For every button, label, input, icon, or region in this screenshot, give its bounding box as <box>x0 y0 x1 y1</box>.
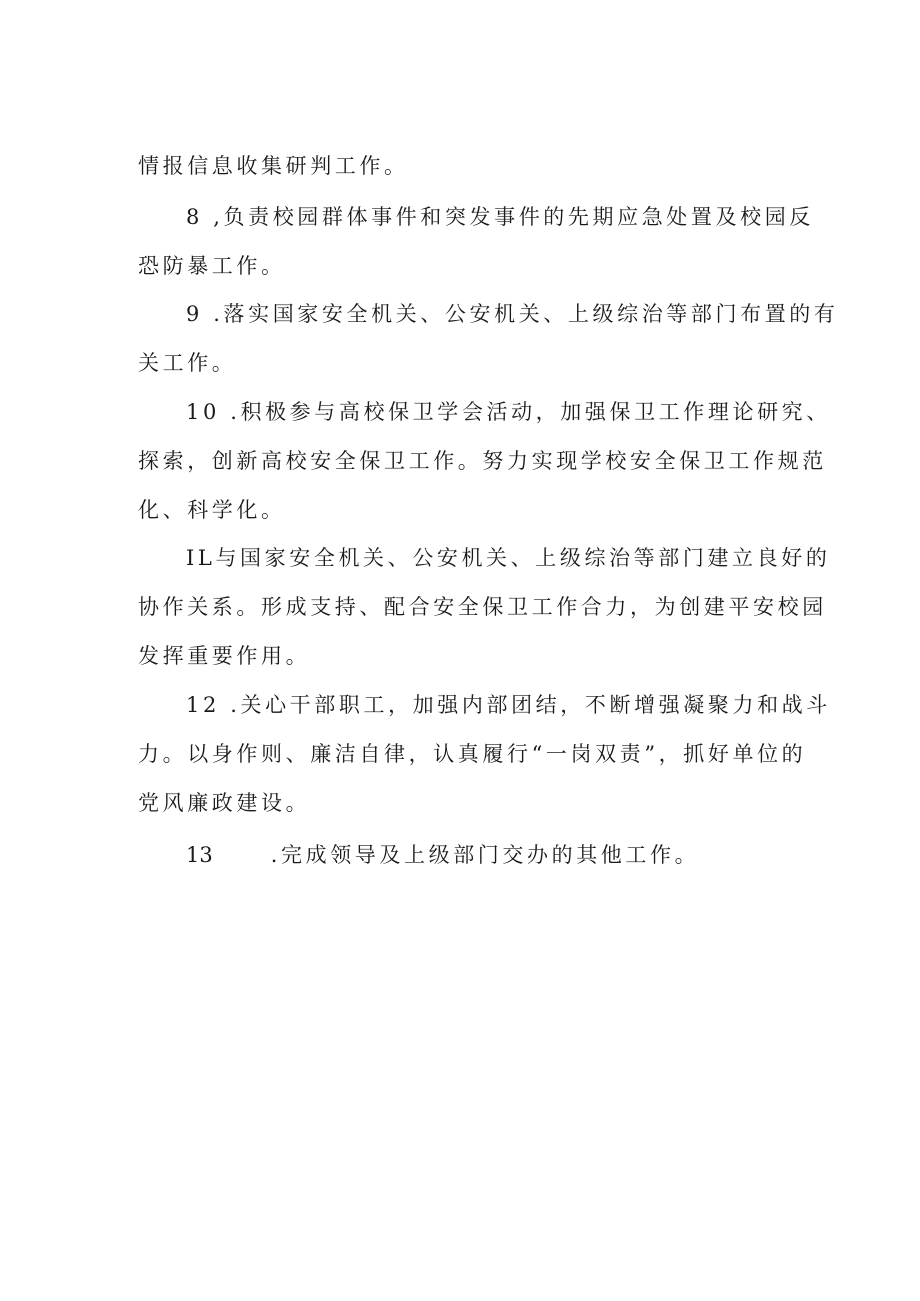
item-12-line-2: 力。以身作则、廉洁自律，认真履行“一岗双责”，抓好单位的 <box>138 742 807 766</box>
item-11-line-2: 协作关系。形成支持、配合安全保卫工作合力，为创建平安校园 <box>138 595 827 619</box>
item-9-line-2: 关工作。 <box>138 351 237 375</box>
item-13-number: 13 <box>186 843 213 867</box>
item-12-line-3: 党风廉政建设。 <box>138 791 311 815</box>
item-12-line-1: 12 .关心干部职工，加强内部团结，不断增强凝聚力和战斗 <box>186 693 831 717</box>
item-11-line-1: IL与国家安全机关、公安机关、上级综治等部门建立良好的 <box>186 546 831 570</box>
item-8-line-2: 恐防暴工作。 <box>138 254 286 278</box>
item-9-line-1: 9 .落实国家安全机关、公安机关、上级综治等部门布置的有 <box>186 302 839 326</box>
item-13-text: .完成领导及上级部门交办的其他工作。 <box>270 843 700 867</box>
item-10-line-3: 化、科学化。 <box>138 498 286 522</box>
item-10-line-2: 探索，创新高校安全保卫工作。努力实现学校安全保卫工作规范 <box>138 449 827 473</box>
item-11-line-3: 发挥重要作用。 <box>138 644 311 668</box>
text-line-1: 情报信息收集研判工作。 <box>138 154 409 178</box>
item-8-line-1: 8 ,负责校园群体事件和突发事件的先期应急处置及校园反 <box>186 205 814 229</box>
item-10-line-1: 10 .积极参与高校保卫学会活动，加强保卫工作理论研究、 <box>186 400 831 424</box>
item-13-line <box>186 840 699 870</box>
